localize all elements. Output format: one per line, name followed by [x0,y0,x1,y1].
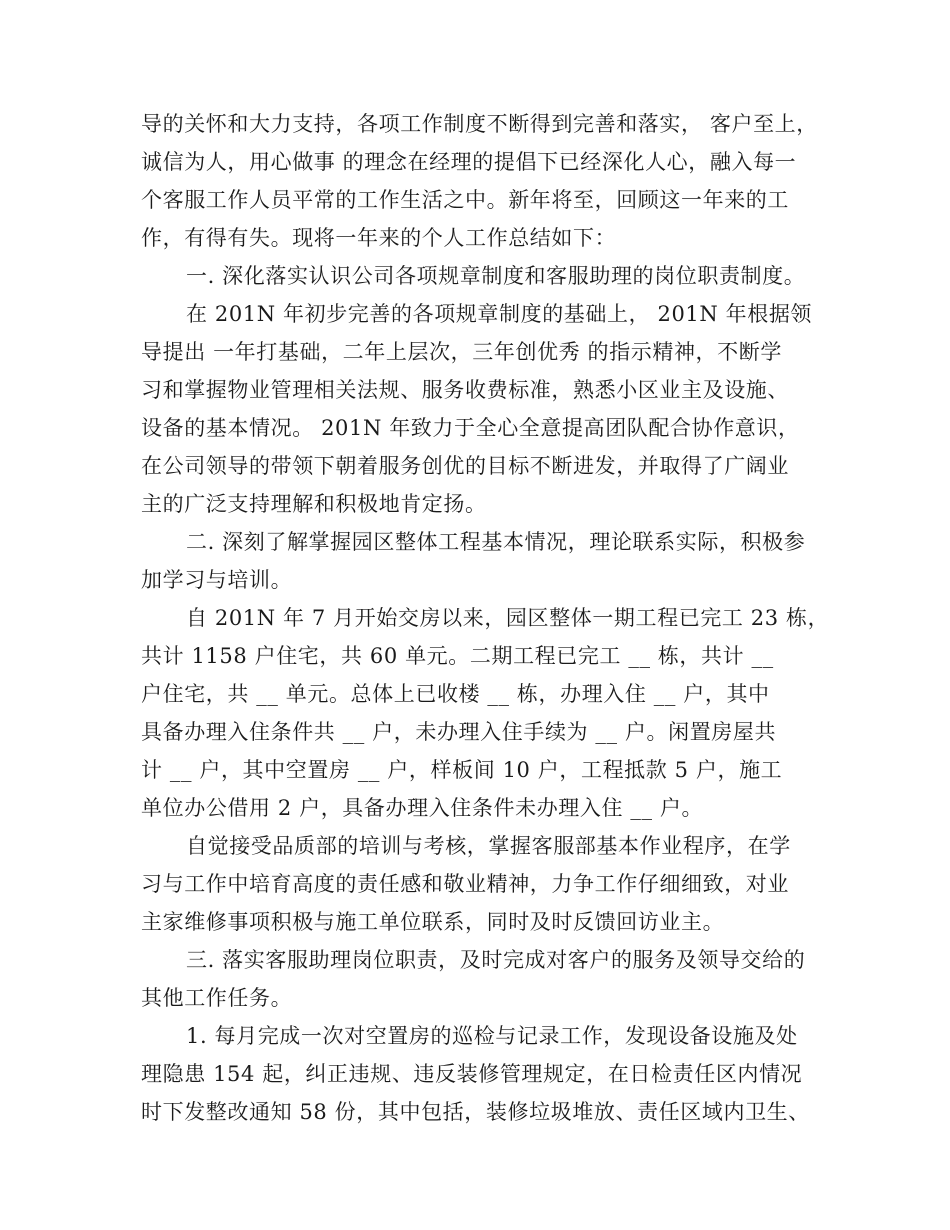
text-line: 理隐患 154 起，纠正违规、违反装修管理规定，在日检责任区内情况 [141,1062,803,1086]
list-item: 1. 每月完成一次对空置房的巡检与记录工作，发现设备设施及处 [186,1024,798,1048]
text-line: 户住宅，共 __ 单元。总体上已收楼 __ 栋，办理入住 __ 户，其中 [141,682,770,706]
text-line: 导的关怀和大力支持，各项工作制度不断得到完善和落实， 客户至上， [141,112,818,136]
text-line: 个客服工作人员平常的工作生活之中。新年将至，回顾这一年来的工 [141,188,789,212]
section-heading: 一. 深化落实认识公司各项规章制度和客服助理的岗位职责制度。 [186,264,806,288]
text-line: 单位办公借用 2 户，具备办理入住条件未办理入住 __ 户。 [141,796,704,820]
text-line: 加学习与培训。 [141,568,293,592]
text-line: 设备的基本情况。 201N 年致力于全心全意提高团队配合协作意识， [141,416,800,440]
text-line: 习与工作中培育高度的责任感和敬业精神，力争工作仔细细致，对业 [141,872,789,896]
text-line: 习和掌握物业管理相关法规、服务收费标准，熟悉小区业主及设施、 [141,378,789,402]
text-line: 在公司领导的带领下朝着服务创优的目标不断进发，并取得了广阔业 [141,454,789,478]
text-line: 自觉接受品质部的培训与考核，掌握客服部基本作业程序，在学 [186,834,791,858]
text-line: 具备办理入住条件共 __ 户，未办理入住手续为 __ 户。闲置房屋共 [141,720,777,744]
text-line: 自 201N 年 7 月开始交房以来，园区整体一期工程已完工 23 栋， [186,606,830,630]
text-line: 作，有得有失。现将一年来的个人工作总结如下： [141,226,617,250]
text-line: 主家维修事项积极与施工单位联系，同时及时反馈回访业主。 [141,910,725,934]
text-line: 诚信为人，用心做事 的理念在经理的提倡下已经深化人心，融入每一 [141,150,797,174]
text-line: 共计 1158 户住宅，共 60 单元。二期工程已完工 __ 栋，共计 __ [141,644,774,668]
section-heading: 二. 深刻了解掌握园区整体工程基本情况，理论联系实际，积极参 [186,530,806,554]
text-line: 时下发整改通知 58 份，其中包括，装修垃圾堆放、责任区域内卫生、 [141,1100,810,1124]
text-line: 计 __ 户，其中空置房 __ 户，样板间 10 户，工程抵款 5 户，施工 [141,758,783,782]
text-line: 导提出 一年打基础，二年上层次，三年创优秀 的指示精神，不断学 [141,340,782,364]
text-line: 主的广泛支持理解和积极地肯定扬。 [141,492,487,516]
text-line: 在 201N 年初步完善的各项规章制度的基础上， 201N 年根据领 [186,302,813,326]
text-line: 其他工作任务。 [141,986,293,1010]
section-heading: 三. 落实客服助理岗位职责，及时完成对客户的服务及领导交给的 [186,948,806,972]
